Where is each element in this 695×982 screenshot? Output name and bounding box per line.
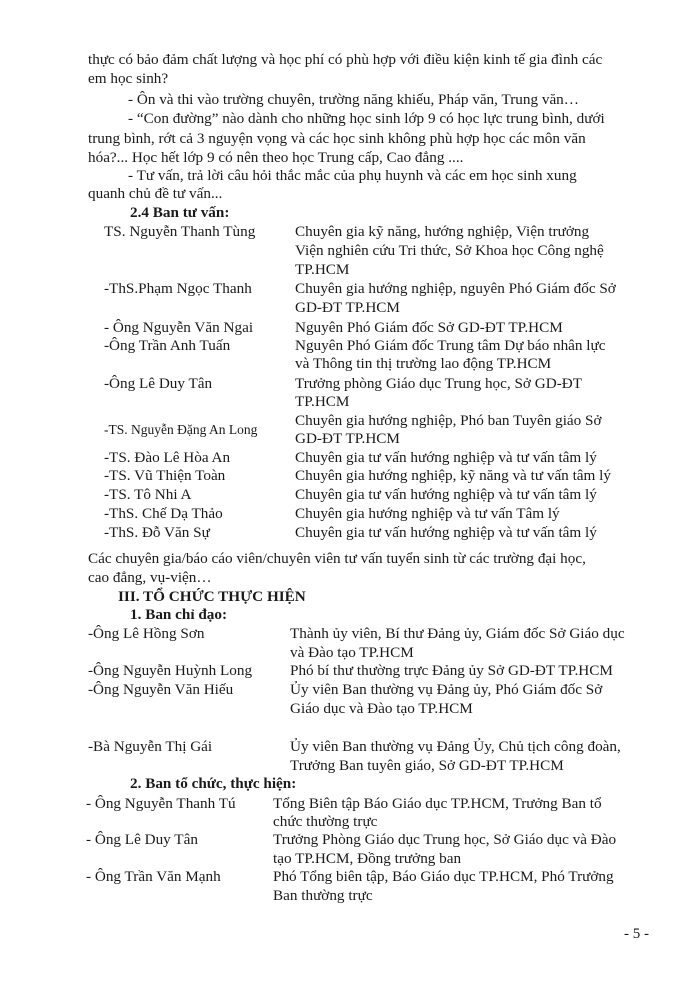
member-role: Nguyên Phó Giám đốc Trung tâm Dự báo nhân lực [295,337,606,354]
member-name: -TS. Tô Nhi A [104,486,192,503]
advisory-note-line-1: Các chuyên gia/báo cáo viên/chuyên viên tư vấn tuyển sinh từ các trường đại học, [88,550,586,567]
member-name: -Ông Nguyễn Huỳnh Long [88,662,253,679]
member-role: tạo TP.HCM, Đồng trưởng ban [273,850,462,867]
bullet-2-line-1: - “Con đường” nào dành cho những học sinh lớp 9 có học lực trung bình, dưới [128,110,605,127]
organizing-heading: 2. Ban tổ chức, thực hiện: [130,775,297,792]
member-name: -Ông Nguyễn Văn Hiếu [88,681,234,698]
member-name: -Ông Trần Anh Tuấn [104,337,231,354]
member-role: Phó bí thư thường trực Đảng ủy Sở GD-ĐT TP.HCM [290,662,613,679]
member-role: Chuyên gia hướng nghiệp và tư vấn Tâm lý [295,505,560,522]
member-name: - Ông Nguyễn Văn Ngai [104,319,254,336]
member-role: TP.HCM [295,261,350,278]
bullet-1: - Ôn và thi vào trường chuyên, trường năng khiếu, Pháp văn, Trung văn… [128,91,579,108]
member-name: -TS. Nguyễn Đặng An Long [104,422,258,437]
member-role: Giáo dục và Đào tạo TP.HCM [290,700,473,717]
member-name: -Ông Lê Hồng Sơn [88,625,205,642]
advisory-heading: 2.4 Ban tư vấn: [130,204,230,221]
member-role: Trưởng Ban tuyên giáo, Sở GD-ĐT TP.HCM [290,757,564,774]
member-role: Phó Tổng biên tập, Báo Giáo dục TP.HCM, Phó Trưởng [273,868,614,885]
member-role: Ban thường trực [273,887,373,904]
member-role: Ủy viên Ban thường vụ Đảng ủy, Phó Giám đốc Sở [290,681,603,698]
member-role: Viện nghiên cứu Tri thức, Sở Khoa học Công nghệ [295,242,604,259]
member-role: Nguyên Phó Giám đốc Sở GD-ĐT TP.HCM [295,319,563,336]
member-role: Chuyên gia hướng nghiệp, Phó ban Tuyên giáo Sở [295,412,602,429]
member-role: Trưởng Phòng Giáo dục Trung học, Sở Giáo dục và Đào [273,831,617,848]
bullet-3-line-1: - Tư vấn, trả lời câu hỏi thắc mắc của phụ huynh và các em học sinh xung [128,167,577,184]
member-role: Ủy viên Ban thường vụ Đảng Ủy, Chủ tịch công đoàn, [290,738,621,755]
member-role: Chuyên gia hướng nghiệp, nguyên Phó Giám đốc Sở [295,280,616,297]
member-name: - Ông Lê Duy Tân [86,831,198,848]
member-role: Trưởng phòng Giáo dục Trung học, Sở GD-ĐT [295,375,582,392]
member-name: -TS. Đào Lê Hòa An [104,449,231,466]
member-name: -TS. Vũ Thiện Toàn [104,467,226,484]
member-name: -ThS.Phạm Ngọc Thanh [104,280,252,297]
member-name: TS. Nguyễn Thanh Tùng [104,223,256,240]
member-name: - Ông Nguyễn Thanh Tú [86,795,236,812]
member-role: Thành ủy viên, Bí thư Đảng ủy, Giám đốc Sở Giáo dục [290,625,625,642]
member-name: -Bà Nguyễn Thị Gái [88,738,213,755]
member-name: -ThS. Đỗ Văn Sự [104,524,210,541]
member-role: TP.HCM [295,393,350,410]
member-name: -ThS. Chế Dạ Thảo [104,505,223,522]
member-role: GD-ĐT TP.HCM [295,299,400,316]
intro-line-2: em học sinh? [88,70,169,87]
member-name: - Ông Trần Văn Mạnh [86,868,221,885]
bullet-2-line-2: trung bình, rớt cả 3 nguyện vọng và các học sinh không phù hợp học các môn văn [88,130,586,147]
bullet-2-line-3: hóa?... Học hết lớp 9 có nên theo học Trung cấp, Cao đẳng .... [88,149,464,166]
member-role: và Thông tin thị trường lao động TP.HCM [295,355,552,372]
page-number: - 5 - [624,926,649,942]
member-role: Chuyên gia kỹ năng, hướng nghiệp, Viện trưởng [295,223,590,240]
member-name: -Ông Lê Duy Tân [104,375,213,392]
bullet-3-line-2: quanh chủ đề tư vấn... [88,185,223,202]
member-role: Chuyên gia tư vấn hướng nghiệp và tư vấn tâm lý [295,524,597,541]
member-role: Chuyên gia tư vấn hướng nghiệp và tư vấn tâm lý [295,449,597,466]
member-role: Tổng Biên tập Báo Giáo dục TP.HCM, Trưởng Ban tổ [273,795,602,812]
advisory-note-line-2: cao đẳng, vụ-viện… [88,569,212,586]
member-role: Chuyên gia tư vấn hướng nghiệp và tư vấn tâm lý [295,486,597,503]
intro-line-1: thực có bảo đảm chất lượng và học phí có phù hợp với điều kiện kinh tế gia đình các [88,51,603,68]
member-role: và Đào tạo TP.HCM [290,644,414,661]
steering-heading: 1. Ban chỉ đạo: [130,606,228,623]
member-role: Chuyên gia hướng nghiệp, kỹ năng và tư vấn tâm lý [295,467,611,484]
member-role: chức thường trực [273,813,378,830]
member-role: GD-ĐT TP.HCM [295,430,400,447]
section-3-heading: III. TỔ CHỨC THỰC HIỆN [118,588,306,605]
